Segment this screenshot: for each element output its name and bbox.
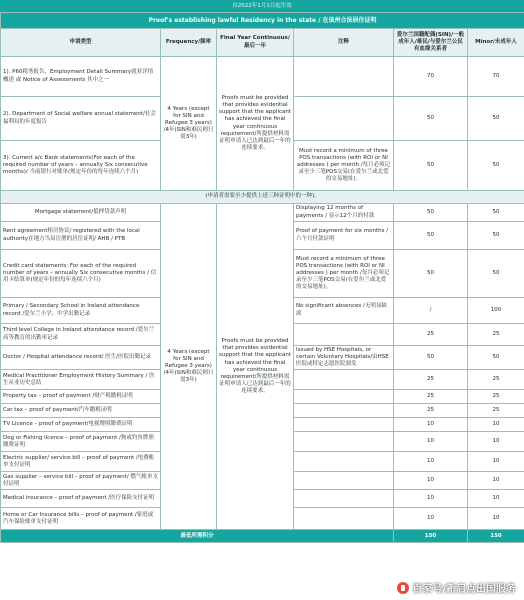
minor-points: 25 [468, 324, 524, 346]
spouse-points: 25 [394, 324, 468, 346]
proof-notes: Must record a minimum of three POS transactions (with ROI or NI addresses ) per month /每月必须记录至少三笔POS交易(在爱尔兰或北爱的交易地址)。 [294, 141, 394, 191]
minor-points: 10 [468, 472, 524, 490]
watermark [397, 580, 516, 595]
spouse-points: 25 [394, 370, 468, 390]
minimum-points-label: 最低所需积分 [1, 530, 394, 543]
spouse-points: 10 [394, 508, 468, 530]
spouse-points: / [394, 298, 468, 324]
proof-type: Car tax – proof of payment/汽车缴税证明 [1, 404, 161, 418]
residency-proof-table [0, 12, 524, 543]
proof-type: Doctor / Hospital attendance record/ 医生/医院出勤记录 [1, 346, 161, 370]
spouse-points: 50 [394, 222, 468, 250]
proof-notes [294, 508, 394, 530]
spouse-points: 50 [394, 204, 468, 222]
proof-notes: Displaying 12 months of payments / 显示12个月的付款 [294, 204, 394, 222]
proof-notes [294, 452, 394, 472]
spouse-points: 50 [394, 250, 468, 298]
proof-type: Third level College in Ireland attendance record /爱尔兰高等教育的出勤率记录 [1, 324, 161, 346]
spouse-points: 25 [394, 404, 468, 418]
proof-notes [294, 370, 394, 390]
proof-notes: Proof of payment for six months /六个月付款证明 [294, 222, 394, 250]
proof-type: Dog or Fishing licence – proof of payment /狗或钓鱼牌照缴费证明 [1, 432, 161, 452]
proof-type: Mortgage statement/抵押贷款声明 [1, 204, 161, 222]
spouse-points: 25 [394, 390, 468, 404]
table-title-row [1, 13, 524, 29]
watermark-text: 百家号/新启点出国服务 [412, 584, 516, 595]
proof-type: Rent agreement租房协议/ registered with the local authority在地方当局注册的居住证明/ AHB / PTB [1, 222, 161, 250]
header-minor: Minor/未成年人 [468, 29, 524, 57]
spouse-points: 10 [394, 472, 468, 490]
minor-points: 10 [468, 418, 524, 432]
proof-type: 1). P60税务报告、Employment Detail Summary就业详情概述 或 Notice of Assessments 其中之一 [1, 57, 161, 97]
group-divider-note: (申请者需要至少提供上述三种证明中的一种)。 [1, 191, 524, 204]
spouse-points: 50 [394, 97, 468, 141]
table-row [1, 204, 524, 222]
spouse-points: 10 [394, 490, 468, 508]
proof-notes [294, 324, 394, 346]
proof-notes: No significant absences /无明显缺席 [294, 298, 394, 324]
proof-notes [294, 490, 394, 508]
proof-notes: Must record a minimum of three POS transactions (with ROI or NI addresses ) per month /每月必须记录至少三笔POS交易(在爱尔兰或北爱的交易地址)。 [294, 250, 394, 298]
proof-notes [294, 432, 394, 452]
header-spouse: 爱尔兰国籍配偶(SIN)/一般成年人/难民/与爱尔兰公民有血缘关系者 [394, 29, 468, 57]
effective-date-note: 自2022年1月1日起生效 [0, 0, 524, 12]
header-final-year: Final Year Continuous/最后一年 [217, 29, 294, 57]
proof-type: Primary / Secondary School in Ireland attendance record /爱尔兰小学、中学出勤记录 [1, 298, 161, 324]
header-row [1, 29, 524, 57]
group1-frequency: 4 Years (except for SIN and Refugee 3 years) /4年(SIN和难民则只需3年) [161, 57, 217, 191]
proof-notes [294, 404, 394, 418]
proof-notes [294, 472, 394, 490]
group2-final-year: Proofs must be provided that provides evidential support that the applicant has achieved the final year continuous requirement/所提供材料需证明申请人已达到最后一年的连续要求。 [217, 204, 294, 530]
proof-notes [294, 390, 394, 404]
header-notes: 注释 [294, 29, 394, 57]
proof-type: Credit card statements: For each of the required number of years – annually Six consecutive months / 信用卡结算单(规定年份的每年连续六个月) [1, 250, 161, 298]
minor-points: 50 [468, 346, 524, 370]
proof-type: Electric supplier/ service bill – proof of payment /电费帐单支付证明 [1, 452, 161, 472]
proof-type: Gas supplier – service bill – proof of payment/ 燃气帐单支付证明 [1, 472, 161, 490]
minor-minimum-points: 150 [468, 530, 524, 543]
minor-points: 10 [468, 508, 524, 530]
spouse-points: 50 [394, 141, 468, 191]
proof-type: 3). Current a/c Bank statements(For each of the required number of years – annually Six consecutive months)/ 当前银行对账单(规定年份的每年连续六个月) [1, 141, 161, 191]
minor-points: 10 [468, 432, 524, 452]
minor-points: 50 [468, 204, 524, 222]
proof-type: 2). Department of Social welfare annual statement/社会福利局的年度报告 [1, 97, 161, 141]
minor-points: 50 [468, 250, 524, 298]
minor-points: 50 [468, 222, 524, 250]
table-title: Proof's establishing lawful Residency in the state / 在该州合法居住证明 [1, 13, 524, 29]
table-row [1, 57, 524, 97]
spouse-points: 10 [394, 432, 468, 452]
proof-notes: Issued by HSE Hospitals, or certain Voluntary Hospitals/由HSE医院或特定志愿医院颁发 [294, 346, 394, 370]
minor-points: 50 [468, 97, 524, 141]
minor-points: 100 [468, 298, 524, 324]
spouse-points: 10 [394, 452, 468, 472]
minor-points: 70 [468, 57, 524, 97]
group-divider-row [1, 191, 524, 204]
minor-points: 50 [468, 141, 524, 191]
minor-points: 25 [468, 404, 524, 418]
proof-notes [294, 418, 394, 432]
spouse-points: 10 [394, 418, 468, 432]
proof-type: Home or Car Insurance bills – proof of payment /家庭或汽车保险账单支付证明 [1, 508, 161, 530]
group1-final-year: Proofs must be provided that provides evidential support that the applicant has achieved the final year continuous requirement/所提供材料需证明申请人已达到最后一年的连续要求。 [217, 57, 294, 191]
footer-row [1, 530, 524, 543]
proof-type: Property tax – proof of payment /财产税缴税证明 [1, 390, 161, 404]
baijiahao-logo-icon [397, 582, 409, 594]
proof-notes [294, 57, 394, 97]
header-frequency: Frequency/频率 [161, 29, 217, 57]
spouse-points: 50 [394, 346, 468, 370]
header-type: 申请类型 [1, 29, 161, 57]
minor-points: 10 [468, 452, 524, 472]
spouse-points: 70 [394, 57, 468, 97]
minor-points: 10 [468, 490, 524, 508]
group2-frequency: 4 Years (except for SIN and Refugee 3 years) /4年(SIN和难民则只需3年) [161, 204, 217, 530]
proof-notes [294, 97, 394, 141]
proof-type: TV Licence – proof of payment/电视牌照缴费证明 [1, 418, 161, 432]
proof-type: Medical insurance – proof of payment /医疗保险支付证明 [1, 490, 161, 508]
minor-points: 25 [468, 370, 524, 390]
proof-type: Medical Practitioner Employment History Summary / 医生从业历史总结 [1, 370, 161, 390]
minor-points: 25 [468, 390, 524, 404]
spouse-minimum-points: 150 [394, 530, 468, 543]
